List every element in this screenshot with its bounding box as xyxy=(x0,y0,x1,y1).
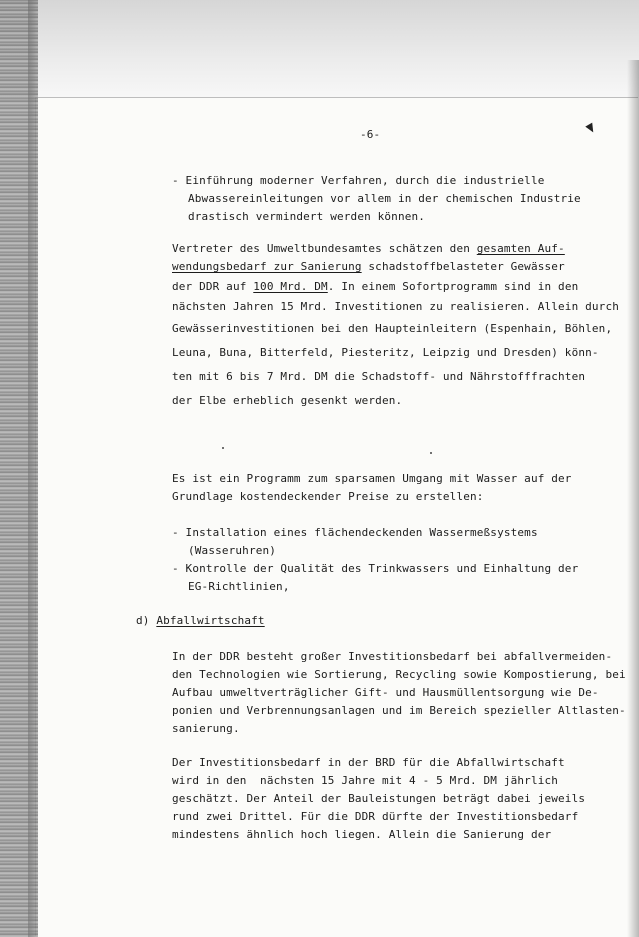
scan-speck xyxy=(222,447,224,449)
para3-line1: Es ist ein Programm zum sparsamen Umgang mit Wasser auf der xyxy=(172,472,572,485)
para2-line1 xyxy=(172,242,565,256)
para1-line3: drastisch vermindert werden können. xyxy=(188,210,426,223)
para2-line4: nächsten Jahren 15 Mrd. Investitionen zu realisieren. Allein durch xyxy=(172,300,619,313)
bullet1-line1: - Installation eines flächendeckenden Wassermeßsystems xyxy=(172,526,538,539)
para5-line4: rund zwei Drittel. Für die DDR dürfte der Investitionsbedarf xyxy=(172,810,579,823)
para2-line2-text: schadstoffbelasteter Gewässer xyxy=(361,260,565,273)
para2-line1-underlined: gesamten Auf- xyxy=(476,242,565,255)
para1-line1: - Einführung moderner Verfahren, durch die industrielle xyxy=(172,174,545,187)
para2-line5: Gewässerinvestitionen bei den Haupteinleitern (Espenhain, Böhlen, xyxy=(172,322,613,335)
bullet2-line2: EG-Richtlinien, xyxy=(188,580,290,593)
scan-speck xyxy=(430,452,432,454)
bullet1-line2: (Wasseruhren) xyxy=(188,544,277,557)
para2-line3-text-a: der DDR auf xyxy=(172,280,254,293)
para2-line2 xyxy=(172,260,565,274)
para4-line1: In der DDR besteht großer Investitionsbedarf bei abfallvermeiden- xyxy=(172,650,613,663)
para5-line2: wird in den nächsten 15 Jahre mit 4 - 5 Mrd. DM jährlich xyxy=(172,774,559,787)
para4-line2: den Technologien wie Sortierung, Recycling sowie Kompostierung, bei xyxy=(172,668,626,681)
para2-line2-underlined: wendungsbedarf zur Sanierung xyxy=(172,260,362,273)
para5-line5: mindestens ähnlich hoch liegen. Allein die Sanierung der xyxy=(172,828,552,841)
para2-line3 xyxy=(172,280,578,294)
bullet2-line1: - Kontrolle der Qualität des Trinkwassers und Einhaltung der xyxy=(172,562,579,575)
para5-line3: geschätzt. Der Anteil der Bauleistungen beträgt dabei jeweils xyxy=(172,792,586,805)
page-number: -6- xyxy=(360,128,381,141)
para2-line8: der Elbe erheblich gesenkt werden. xyxy=(172,394,403,407)
para4-line4: ponien und Verbrennungsanlagen und im Bereich spezieller Altlasten- xyxy=(172,704,626,717)
para5-line1: Der Investitionsbedarf in der BRD für die Abfallwirtschaft xyxy=(172,756,565,769)
section-d-label: d) xyxy=(136,614,150,627)
para2-line3-underlined: 100 Mrd. DM xyxy=(253,280,328,293)
pen-mark-icon xyxy=(585,123,596,135)
para2-line7: ten mit 6 bis 7 Mrd. DM die Schadstoff- und Nährstofffrachten xyxy=(172,370,586,383)
para2-line6: Leuna, Buna, Bitterfeld, Piesteritz, Leipzig und Dresden) könn- xyxy=(172,346,599,359)
section-d-heading xyxy=(136,614,265,628)
para2-line1-text: Vertreter des Umweltbundesamtes schätzen den xyxy=(172,242,477,255)
para1-line2: Abwassereinleitungen vor allem in der chemischen Industrie xyxy=(188,192,581,205)
para4-line5: sanierung. xyxy=(172,722,240,735)
para3-line2: Grundlage kostendeckender Preise zu erstellen: xyxy=(172,490,484,503)
para2-line3-text-b: . In einem Sofortprogramm sind in den xyxy=(327,280,579,293)
section-d-title: Abfallwirtschaft xyxy=(156,614,265,627)
para4-line3: Aufbau umweltverträglicher Gift- und Hausmüllentsorgung wie De- xyxy=(172,686,599,699)
